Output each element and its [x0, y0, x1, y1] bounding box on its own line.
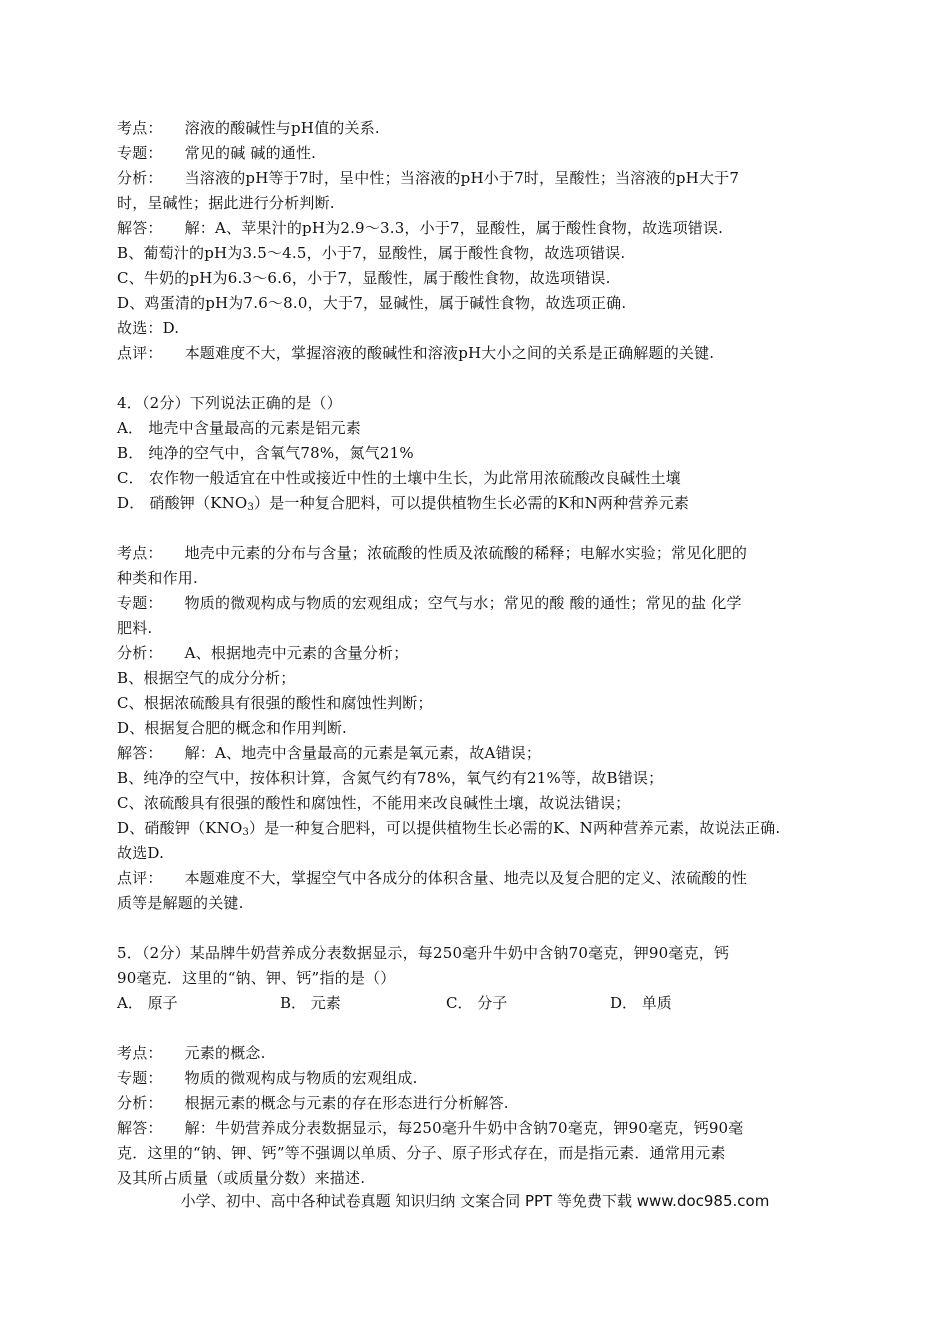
text-line [117, 293, 626, 313]
line-text: 元素的概念. [184, 1044, 266, 1062]
labeled-line [117, 1118, 744, 1138]
line-text: 解：A、苹果汁的pH为2.9～3.3，小于7，显酸性，属于酸性食物，故选项错误. [184, 219, 724, 237]
labeled-line [117, 343, 714, 363]
q5-option-a: A． 原子 [117, 994, 178, 1012]
line-label: 专题： [117, 144, 163, 162]
line-text: 5．（2分）某品牌牛奶营养成分表数据显示，每250毫升牛奶中含钠70毫克，钾90毫克，钙 [117, 944, 730, 962]
line-text: 解：A、地壳中含量最高的元素是氧元素，故A错误； [184, 744, 542, 762]
line-label: 解答： [117, 744, 163, 762]
line-text: 肥料. [117, 619, 153, 637]
text-line [117, 943, 729, 963]
line-label: 考点： [117, 544, 163, 562]
labeled-line [117, 593, 742, 613]
labeled-line [117, 218, 723, 238]
line-text: 溶液的酸碱性与pH值的关系. [184, 119, 380, 137]
line-text: 物质的微观构成与物质的宏观组成；空气与水；常见的酸 酸的通性；常见的盐 化学 [184, 594, 742, 612]
labeled-line [117, 1093, 509, 1113]
line-label: 分析： [117, 644, 163, 662]
line-label: 点评： [117, 869, 163, 887]
line-text: 4．（2分）下列说法正确的是（） [117, 394, 342, 412]
line-text: 解：牛奶营养成分表数据显示，每250毫升牛奶中含钠70毫克，钾90毫克，钙90毫 [184, 1119, 744, 1137]
text-line [117, 843, 164, 863]
line-text-continued: ）是一种复合肥料，可以提供植物生长必需的K、N两种营养元素，故说法正确. [249, 819, 781, 837]
text-line [117, 793, 630, 813]
text-line [117, 893, 244, 913]
line-text: B、葡萄汁的pH为3.5～4.5，小于7，显酸性，属于酸性食物，故选项错误. [117, 244, 626, 262]
labeled-line [117, 143, 316, 163]
text-line [117, 718, 347, 738]
line-label: 专题： [117, 1069, 163, 1087]
line-text: C、浓硫酸具有很强的酸性和腐蚀性，不能用来改良碱性土壤，故说法错误； [117, 794, 631, 812]
line-text: 及其所占质量（或质量分数）来描述. [117, 1169, 366, 1187]
line-text: 90毫克．这里的“钠、钾、钙”指的是（） [117, 969, 396, 987]
text-line [117, 568, 198, 588]
q5-option-c: C． 分子 [446, 994, 508, 1012]
line-label: 专题： [117, 594, 163, 612]
line-text: 物质的微观构成与物质的宏观组成. [184, 1069, 418, 1087]
text-line [117, 443, 414, 463]
labeled-line [117, 868, 747, 888]
text-line [117, 968, 395, 988]
line-text: 克．这里的“钠、钾、钙”等不强调以单质、分子、原子形式存在，而是指元素．通常用元素 [117, 1144, 726, 1162]
line-text: 种类和作用. [117, 569, 198, 587]
line-text: 故选：D. [117, 319, 180, 337]
labeled-line [117, 643, 408, 663]
footer-text: 小学、初中、高中各种试卷真题 知识归纳 文案合同 PPT 等免费下载 www.doc985.com [180, 1192, 770, 1210]
line-text: D． 硝酸钾（KNO [117, 494, 248, 512]
text-line [117, 493, 689, 518]
text-line [117, 243, 625, 263]
line-text: 时，呈碱性；据此进行分析判断. [117, 194, 335, 212]
line-label: 解答： [117, 219, 163, 237]
line-label: 点评： [117, 344, 163, 362]
text-line [117, 393, 342, 413]
line-text: 故选D. [117, 844, 165, 862]
subscript: 3 [242, 827, 250, 838]
text-line [117, 668, 295, 688]
line-label: 考点： [117, 119, 163, 137]
line-text: 根据元素的概念与元素的存在形态进行分析解答. [184, 1094, 509, 1112]
line-text: 地壳中元素的分布与含量；浓硫酸的性质及浓硫酸的稀释；电解水实验；常见化肥的 [184, 544, 748, 562]
subscript: 3 [247, 502, 254, 513]
text-line [117, 318, 179, 338]
line-text: D、根据复合肥的概念和作用判断. [117, 719, 347, 737]
q5-option-b: B． 元素 [280, 994, 341, 1012]
line-text: A、根据地壳中元素的含量分析； [184, 644, 409, 662]
line-text-continued: ）是一种复合肥料，可以提供植物生长必需的K和N两种营养元素 [254, 494, 690, 512]
line-text: 本题难度不大，掌握空气中各成分的体积含量、地壳以及复合肥的定义、浓硫酸的性 [184, 869, 748, 887]
labeled-line [117, 743, 541, 763]
text-line [117, 1143, 726, 1163]
text-line [117, 618, 152, 638]
q5-option-d: D． 单质 [610, 994, 672, 1012]
text-line [117, 693, 433, 713]
line-label: 分析： [117, 1094, 163, 1112]
text-line [117, 268, 611, 288]
line-text: 当溶液的pH等于7时，呈中性；当溶液的pH小于7时，呈酸性；当溶液的pH大于7 [184, 169, 740, 187]
line-text: A． 地壳中含量最高的元素是铝元素 [117, 419, 362, 437]
line-label: 解答： [117, 1119, 163, 1137]
line-text: 常见的碱 碱的通性. [184, 144, 317, 162]
labeled-line [117, 168, 739, 188]
text-line [117, 468, 681, 488]
line-text: 质等是解题的关键. [117, 894, 244, 912]
line-text: 本题难度不大，掌握溶液的酸碱性和溶液pH大小之间的关系是正确解题的关键. [184, 344, 715, 362]
line-text: D、硝酸钾（KNO [117, 819, 243, 837]
line-text: C、根据浓硫酸具有很强的酸性和腐蚀性判断； [117, 694, 433, 712]
line-text: C、牛奶的pH为6.3～6.6，小于7，显酸性，属于酸性食物，故选项错误. [117, 269, 611, 287]
labeled-line [117, 118, 380, 138]
line-text: B、根据空气的成分分析； [117, 669, 296, 687]
text-line [117, 1168, 365, 1188]
text-line [117, 418, 361, 438]
labeled-line [117, 1068, 418, 1088]
line-text: B． 纯净的空气中，含氧气78%，氮气21% [117, 444, 414, 462]
line-label: 分析： [117, 169, 163, 187]
text-line [117, 193, 335, 213]
line-text: C． 农作物一般适宜在中性或接近中性的土壤中生长，为此常用浓硫酸改良碱性土壤 [117, 469, 681, 487]
line-label: 考点： [117, 1044, 163, 1062]
labeled-line [117, 543, 747, 563]
text-line [117, 818, 780, 843]
line-text: B、纯净的空气中，按体积计算，含氮气约有78%，氧气约有21%等，故B错误； [117, 769, 664, 787]
labeled-line [117, 1043, 266, 1063]
text-line [117, 768, 663, 788]
line-text: D、鸡蛋清的pH为7.6～8.0，大于7，显碱性，属于碱性食物，故选项正确. [117, 294, 627, 312]
